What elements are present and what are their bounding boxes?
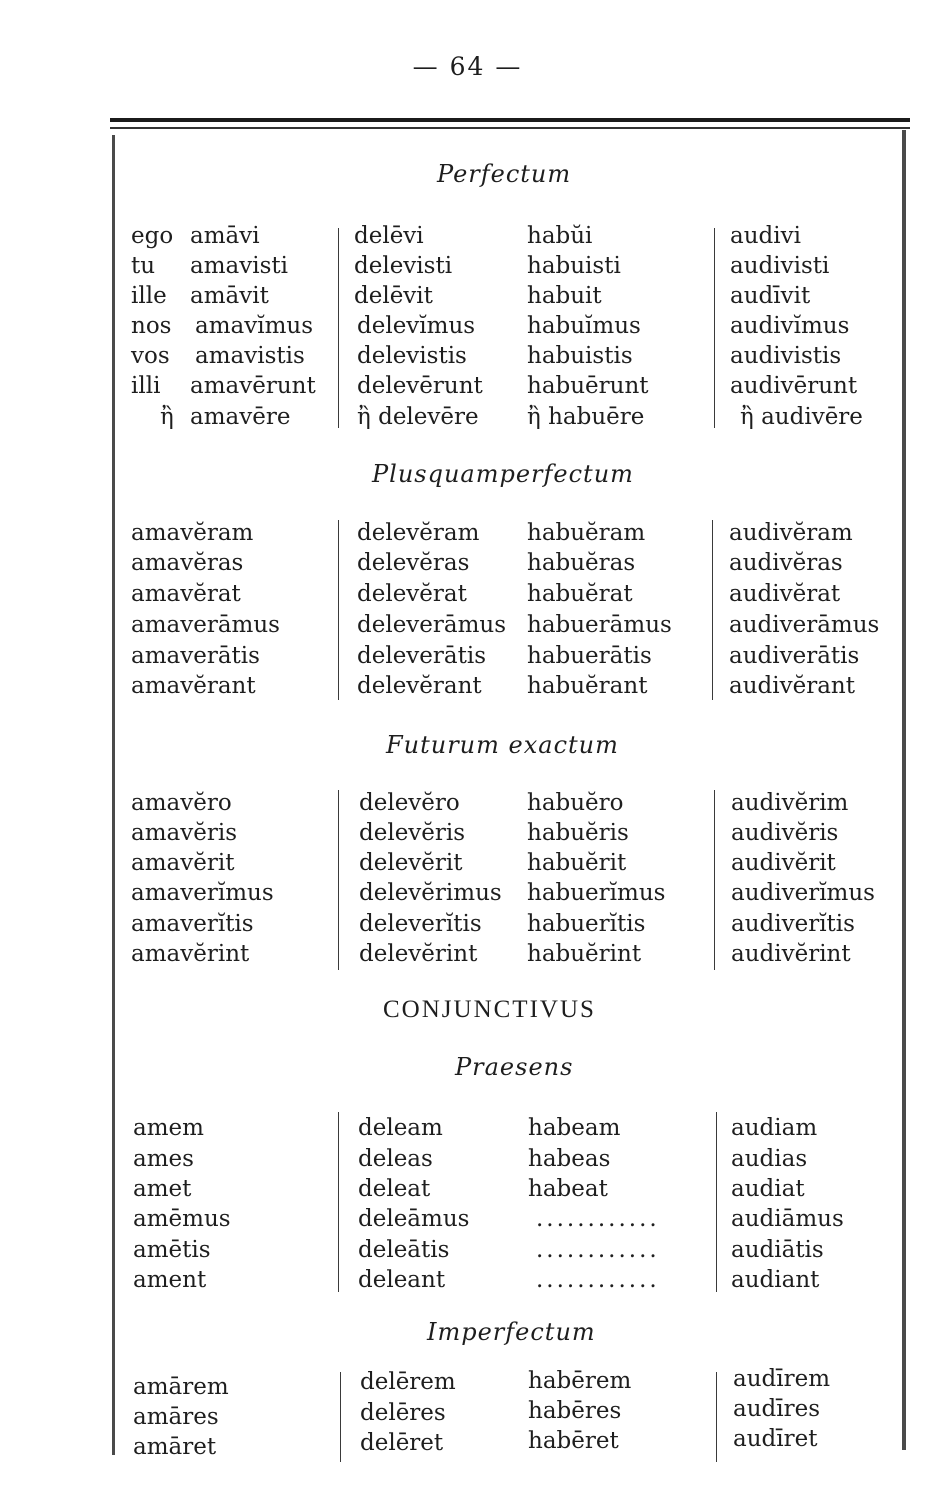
verb-form-delere: delevĕris xyxy=(359,820,466,846)
verb-form-amare: amārem xyxy=(133,1374,229,1400)
verb-form-audire: audivērunt xyxy=(730,373,858,399)
verb-form-habere: habuerāmus xyxy=(527,612,672,638)
verb-form-audire: audivĕram xyxy=(729,520,853,546)
verb-form-audire: audiāmus xyxy=(731,1206,844,1232)
verb-form-delere: delevērunt xyxy=(357,373,483,399)
verb-form-delere: deleāmus xyxy=(358,1206,470,1232)
verb-form-audire: audīvit xyxy=(730,283,811,309)
pronoun: tu xyxy=(131,253,156,279)
vertical-divider xyxy=(338,1112,339,1292)
verb-form-audire: audivĭmus xyxy=(730,313,850,339)
verb-form-habere: ἢ habuēre xyxy=(527,404,645,430)
verb-form-habere: habuĕris xyxy=(527,820,629,846)
verb-form-audire: audivi xyxy=(730,223,801,249)
verb-form-delere: deleverāmus xyxy=(357,612,507,638)
pronoun: vos xyxy=(131,343,170,369)
verb-form-amare: amavĕrit xyxy=(131,850,235,876)
verb-form-habere: habuērunt xyxy=(527,373,649,399)
verb-form-audire: audivĕris xyxy=(731,820,839,846)
verb-form-amare: amem xyxy=(133,1115,204,1141)
top-rule-thin xyxy=(110,127,910,129)
verb-form-delere: delevĕrimus xyxy=(359,880,502,906)
pronoun: ille xyxy=(131,283,167,309)
verb-form-habere: habeas xyxy=(528,1146,611,1172)
verb-form-audire: audīret xyxy=(733,1426,818,1452)
verb-form-delere: delevistis xyxy=(357,343,467,369)
verb-form-delere: delevĕrat xyxy=(357,581,467,607)
verb-form-habere: habuĕras xyxy=(527,550,636,576)
verb-form-delere: delēvit xyxy=(354,283,433,309)
verb-form-habere: habuisti xyxy=(527,253,621,279)
verb-form-audire: audiat xyxy=(731,1176,805,1202)
verb-form-habere: habuit xyxy=(527,283,602,309)
pronoun: ἢ xyxy=(160,404,174,430)
top-rule-thick xyxy=(110,118,910,122)
dotted-leader: ............ xyxy=(536,1206,660,1232)
verb-form-delere: delēret xyxy=(360,1430,444,1456)
verb-form-delere: delevĕram xyxy=(357,520,480,546)
verb-form-habere: habēret xyxy=(528,1428,619,1454)
verb-form-habere: habēres xyxy=(528,1398,622,1424)
pronoun: ego xyxy=(131,223,174,249)
page-number: — 64 — xyxy=(412,52,523,81)
vertical-divider xyxy=(714,790,715,970)
verb-form-audire: audiātis xyxy=(731,1237,824,1263)
section-heading-imperfectum: Imperfectum xyxy=(427,1318,596,1346)
verb-form-audire: audiverĭmus xyxy=(731,880,875,906)
verb-form-amare: amavĭmus xyxy=(195,313,314,339)
verb-form-audire: audiant xyxy=(731,1267,820,1293)
section-heading-perfectum: Perfectum xyxy=(437,160,572,188)
verb-form-audire: audivĕrat xyxy=(729,581,841,607)
verb-form-habere: habuĕram xyxy=(527,520,646,546)
verb-form-habere: habuĕrit xyxy=(527,850,627,876)
verb-form-amare: amavĕrat xyxy=(131,581,241,607)
verb-form-delere: deleant xyxy=(358,1267,446,1293)
verb-form-amare: amavēre xyxy=(190,404,291,430)
verb-form-amare: amēmus xyxy=(133,1206,231,1232)
verb-form-amare: ames xyxy=(133,1146,194,1172)
verb-form-amare: amaverĭmus xyxy=(131,880,274,906)
verb-form-amare: amāvi xyxy=(190,223,260,249)
verb-form-audire: audīres xyxy=(733,1396,821,1422)
section-heading-praesens: Praesens xyxy=(455,1053,574,1081)
verb-form-audire: audivisti xyxy=(730,253,830,279)
verb-form-amare: amavĕras xyxy=(131,550,244,576)
verb-form-amare: amaverĭtis xyxy=(131,911,254,937)
verb-form-amare: amavĕro xyxy=(131,790,232,816)
vertical-divider xyxy=(716,1372,717,1462)
verb-form-audire: audiverātis xyxy=(729,643,860,669)
verb-form-habere: habeam xyxy=(528,1115,621,1141)
verb-form-habere: habērem xyxy=(528,1368,632,1394)
verb-form-amare: amētis xyxy=(133,1237,211,1263)
verb-form-audire: audivĕrint xyxy=(731,941,851,967)
verb-form-audire: audivĕrant xyxy=(729,673,855,699)
verb-form-amare: amāret xyxy=(133,1434,217,1460)
vertical-divider xyxy=(338,790,339,970)
verb-form-delere: delēres xyxy=(360,1400,446,1426)
verb-form-habere: habuĭmus xyxy=(527,313,641,339)
verb-form-delere: delēvi xyxy=(354,223,424,249)
vertical-divider xyxy=(340,1372,341,1462)
verb-form-audire: audiverĭtis xyxy=(731,911,855,937)
verb-form-habere: habuerātis xyxy=(527,643,652,669)
verb-form-habere: habuerĭmus xyxy=(527,880,666,906)
verb-form-habere: habuĕrat xyxy=(527,581,633,607)
verb-form-delere: deleam xyxy=(358,1115,443,1141)
verb-form-amare: amāres xyxy=(133,1404,219,1430)
verb-form-delere: delevĕrint xyxy=(359,941,478,967)
verb-form-audire: ἢ audivēre xyxy=(740,404,863,430)
verb-form-delere: deleātis xyxy=(358,1237,450,1263)
verb-form-delere: deleat xyxy=(358,1176,431,1202)
verb-form-delere: deleas xyxy=(358,1146,433,1172)
verb-form-audire: audivĕras xyxy=(729,550,843,576)
verb-form-habere: habeat xyxy=(528,1176,608,1202)
verb-form-delere: deleverātis xyxy=(357,643,487,669)
vertical-divider xyxy=(338,520,339,700)
dotted-leader: ............ xyxy=(536,1267,660,1293)
verb-form-amare: amavĕrant xyxy=(131,673,256,699)
pronoun: nos xyxy=(131,313,172,339)
verb-form-delere: delevisti xyxy=(354,253,453,279)
verb-form-audire: audiverāmus xyxy=(729,612,880,638)
vertical-divider xyxy=(338,228,339,428)
frame-right-border xyxy=(902,130,906,1450)
verb-form-habere: habuĕrant xyxy=(527,673,648,699)
verb-form-delere: delevĕro xyxy=(359,790,460,816)
vertical-divider xyxy=(714,228,715,428)
verb-form-amare: amavērunt xyxy=(190,373,316,399)
section-heading-futurum-exactum: Futurum exactum xyxy=(386,731,619,759)
verb-form-delere: delevĕrant xyxy=(357,673,482,699)
verb-form-amare: amet xyxy=(133,1176,192,1202)
verb-form-amare: amavistis xyxy=(195,343,305,369)
verb-form-audire: audivistis xyxy=(730,343,842,369)
verb-form-amare: amāvit xyxy=(190,283,269,309)
verb-form-audire: audivĕrim xyxy=(731,790,849,816)
verb-form-audire: audiam xyxy=(731,1115,818,1141)
section-heading-plusquamperfectum: Plusquamperfectum xyxy=(372,460,634,488)
verb-form-delere: delevĕras xyxy=(357,550,470,576)
dotted-leader: ............ xyxy=(536,1237,660,1263)
verb-form-audire: audivĕrit xyxy=(731,850,836,876)
verb-form-amare: amavĕris xyxy=(131,820,237,846)
verb-form-habere: habuĕrint xyxy=(527,941,642,967)
frame-left-border xyxy=(112,135,115,1455)
verb-form-delere: delevĭmus xyxy=(357,313,476,339)
verb-form-habere: habuistis xyxy=(527,343,633,369)
verb-form-delere: delērem xyxy=(360,1369,456,1395)
verb-form-habere: habuerĭtis xyxy=(527,911,646,937)
verb-form-habere: habŭi xyxy=(527,223,593,249)
verb-form-amare: ament xyxy=(133,1267,207,1293)
verb-form-amare: amavisti xyxy=(190,253,288,279)
verb-form-audire: audias xyxy=(731,1146,808,1172)
verb-form-amare: amavĕrint xyxy=(131,941,250,967)
verb-form-delere: delevĕrit xyxy=(359,850,463,876)
verb-form-habere: habuĕro xyxy=(527,790,624,816)
pronoun: illi xyxy=(131,373,161,399)
verb-form-amare: amaverātis xyxy=(131,643,260,669)
verb-form-amare: amavĕram xyxy=(131,520,254,546)
verb-form-audire: audīrem xyxy=(733,1366,831,1392)
vertical-divider xyxy=(712,520,713,700)
vertical-divider xyxy=(716,1112,717,1292)
mood-heading-conjunctivus: CONJUNCTIVUS xyxy=(383,996,596,1023)
verb-form-amare: amaverāmus xyxy=(131,612,280,638)
verb-form-delere: ἢ delevēre xyxy=(357,404,479,430)
verb-form-delere: deleverĭtis xyxy=(359,911,482,937)
